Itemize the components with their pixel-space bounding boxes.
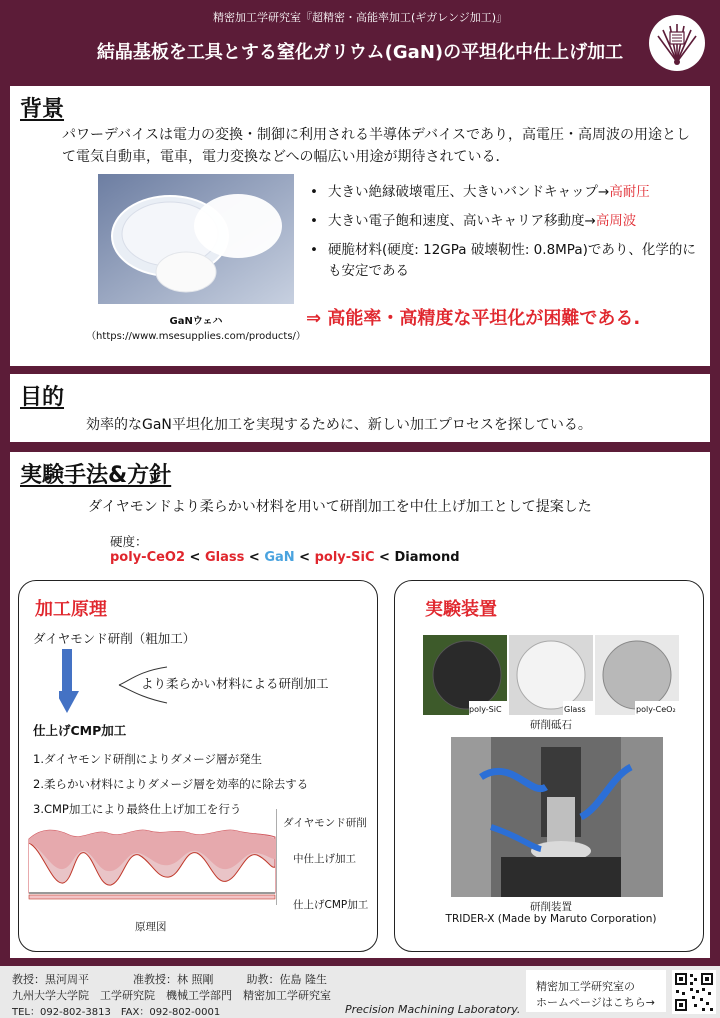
homepage-link[interactable]: ホームページはこちら→ [536,996,655,1009]
diagram-label-cmp: 仕上げCMP加工 [293,899,369,911]
bullet-brittle: • 硬脆材料(硬度: 12GPa 破壊靭性: 0.8MPa)であり、化学的にも安定である [306,240,698,282]
purpose-description: 効率的なGaN平坦化加工を実現するために、新しい加工プロセスを探している。 [86,417,592,433]
homepage-box [526,970,666,1012]
grinding-stones-photo [423,635,679,715]
gan-wafer-photo [98,174,294,304]
purpose-title: 目的 [20,385,65,410]
principle-box [18,580,378,952]
stone-label-sic: poly-SiC [469,705,502,714]
footer [0,966,720,1018]
step-soft: より柔らかい材料による研削加工 [141,676,329,691]
principle-diagram [27,809,277,905]
background-section [10,86,710,366]
method-section [10,452,710,958]
footer-contact: TEL：092-802-3813 FAX：092-802-0001 [12,1007,221,1018]
bullet-high-voltage: • 大きい絶縁破壊電圧、大きいバンドキャップ→高耐圧 [306,182,698,203]
footer-affiliation: 九州大学大学院 工学研究院 機械工学部門 精密加工学研究室 [12,989,331,1002]
method-description: ダイヤモンドより柔らかい材料を用いて研削加工を中仕上げ加工として提案した [88,499,592,515]
hardness-order: poly-CeO2 < Glass < GaN < poly-SiC < Diamond [110,550,460,565]
equipment-box [394,580,704,952]
background-title: 背景 [20,97,65,122]
footer-lab-name: Precision Machining Laboratory. [345,1003,521,1016]
background-description: パワーデバイスは電力の変換・制御に利用される半導体デバイスであり，高電圧・高周波の用途として電気自動車，電車，電力変換などへの幅広い用途が期待されている． [62,127,691,165]
header-subtitle: 精密加工学研究室『超精密・高能率加工(ギガレンジ加工)』 [212,11,508,24]
wafer-source: （https://www.msesupplies.com/products/） [86,331,306,342]
stone-caption: 研削砥石 [530,719,572,731]
step-rough: ダイヤモンド研削（粗加工） [33,631,196,646]
wafer-caption: GaNウェハ [169,316,223,327]
equipment-title: 実験装置 [425,599,497,620]
hardness-label: 硬度： [110,534,148,549]
step-final: 仕上げCMP加工 [33,723,127,738]
qr-code-icon[interactable] [672,970,716,1014]
homepage-line1: 精密加工学研究室の [536,980,635,993]
principle-list-item: 2.柔らかい材料によりダメージ層を効率的に除去する [33,777,309,791]
footer-staff: 教授：黒河周平 准教授：林 照剛 助教：佐島 隆生 [12,973,327,986]
stone-label-ceo2: poly-CeO₂ [636,705,676,714]
background-conclusion: ⇒ 高能率・高精度な平坦化が困難である. [306,308,641,329]
background-bullets [306,182,698,290]
university-logo-icon [648,14,706,72]
bullet-high-frequency: • 大きい電子飽和速度、高いキャリア移動度→高周波 [306,211,698,232]
diagram-caption: 原理図 [135,921,167,933]
principle-list-item: 1.ダイヤモンド研削によりダメージ層が発生 [33,752,263,766]
diagram-label-mid: 中仕上げ加工 [293,853,356,865]
principle-title: 加工原理 [35,599,107,620]
principle-list-item: 3.CMP加工により最終仕上げ加工を行う [33,802,242,816]
method-title: 実験手法&方針 [20,463,172,488]
purpose-section [10,374,710,442]
diagram-label-diamond: ダイヤモンド研削 [283,817,367,829]
machine-model: TRIDER-X (Made by Maruto Corporation) [445,913,657,925]
grinding-machine-photo [451,737,663,897]
machine-caption: 研削装置 [530,901,572,913]
stone-label-glass: Glass [564,705,586,714]
page-title: 結晶基板を工具とする窒化ガリウム(GaN)の平坦化中仕上げ加工 [96,42,624,63]
